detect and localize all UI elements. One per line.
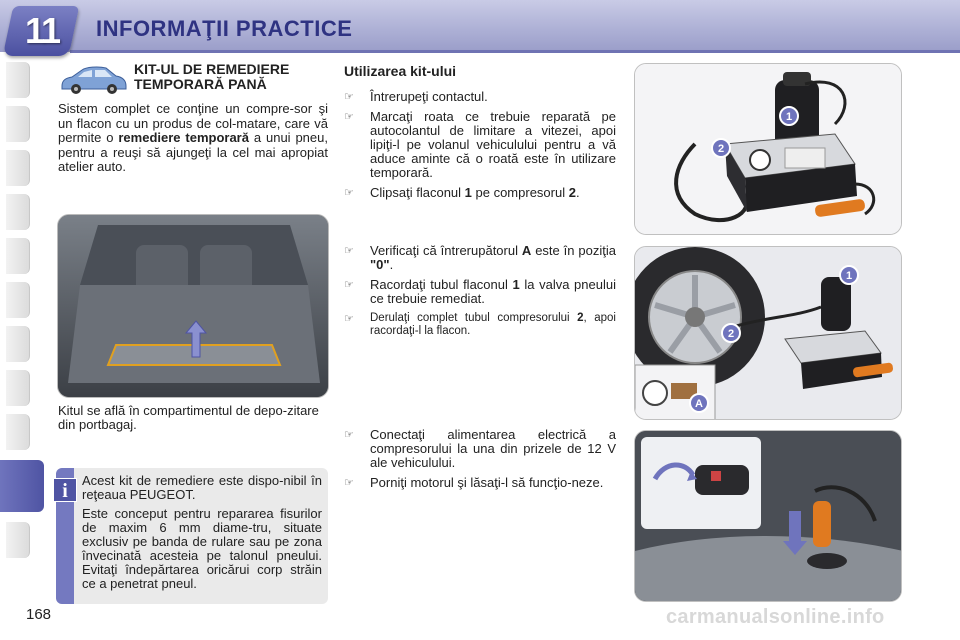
info-icon: i (53, 478, 77, 502)
section-title (134, 62, 330, 92)
info-paragraph: Este conceput pentru repararea fisurilor de maxim 6 mm diame-tru, situate exclusiv pe banda de rulare sau pe zona învecinată acesteia pe talonul pneului. Evitaţi îndepărtarea oricărui corp străin ce a penetrat pneul. (82, 506, 322, 591)
side-tab[interactable] (6, 282, 30, 318)
step-item (344, 278, 616, 306)
steps-group-1 (344, 90, 616, 206)
steps-group-3 (344, 428, 616, 496)
page-title: INFORMAŢII PRACTICE (96, 16, 353, 41)
hand-bullet-icon: ☞ (344, 477, 354, 489)
step-item (344, 90, 616, 104)
step-item (344, 476, 616, 490)
page-number: 168 (26, 606, 52, 623)
step-item (344, 186, 616, 200)
usage-title: Utilizarea kit-ului (344, 63, 457, 79)
side-tab[interactable] (6, 106, 30, 142)
hand-bullet-icon: ☞ (344, 91, 354, 103)
compressor-kit-illustration (634, 63, 902, 235)
step-text: Marcaţi roata ce trebuie reparată pe autocolantul de limitare a vitezei, apoi lipiţi-l pe volanul vehiculului pentru a vă aduce aminte că o roată este în utilizare temporară. (370, 109, 616, 180)
trunk-illustration (57, 214, 329, 398)
side-tab[interactable] (6, 150, 30, 186)
step-text: Racordaţi tubul flaconul 1 la valva pneului ce trebuie remediat. (370, 277, 616, 306)
side-tab[interactable] (6, 62, 30, 98)
info-paragraph: Acest kit de remediere este dispo-nibil în reţeaua PEUGEOT. (82, 473, 322, 502)
trunk-caption: Kitul se află în compartimentul de depo-zitare din portbagaj. (58, 403, 319, 432)
power-socket-illustration (634, 430, 902, 602)
header-underline (70, 50, 960, 53)
side-tab[interactable] (6, 238, 30, 274)
side-tab-active[interactable] (0, 460, 44, 512)
step-item (344, 428, 616, 470)
side-tab[interactable] (6, 522, 30, 558)
step-text: Clipsaţi flaconul 1 pe compresorul 2. (370, 185, 580, 200)
watermark: carmanualsonline.info (666, 606, 885, 628)
step-item (344, 110, 616, 180)
side-tab[interactable] (6, 414, 30, 450)
step-item (344, 312, 616, 338)
svg-text:1: 1 (845, 270, 853, 282)
hand-bullet-icon: ☞ (344, 111, 354, 123)
steps-group-2 (344, 244, 616, 344)
hand-bullet-icon: ☞ (344, 187, 354, 199)
intro-bold: remediere temporară (118, 130, 249, 145)
intro-text: Sistem complet ce conţine un compre-sor şi un flacon cu un produs de col-matare, care vă permite o (58, 101, 328, 145)
wheel-connection-illustration (634, 246, 902, 420)
side-tab[interactable] (6, 194, 30, 230)
hand-bullet-icon: ☞ (344, 279, 354, 291)
step-text: Derulaţi complet tubul compresorului 2, apoi racordaţi-l la flacon. (370, 312, 616, 337)
chapter-number: 11 (24, 10, 60, 51)
hand-bullet-icon: ☞ (344, 313, 354, 325)
step-item (344, 244, 616, 272)
step-text: Verificaţi că întrerupătorul A este în poziţia "0". (370, 243, 616, 272)
car-icon (58, 62, 128, 96)
intro-text-end: a unui pneu, pentru a reuşi să ajungeţi la cel mai apropiat atelier auto. (58, 130, 328, 174)
step-text: Întrerupeţi contactul. (370, 89, 488, 104)
info-text (82, 474, 322, 596)
hand-bullet-icon: ☞ (344, 429, 354, 441)
step-text: Porniţi motorul şi lăsaţi-l să funcţio-neze. (370, 475, 604, 490)
section-title-line1: KIT-UL DE REMEDIERE (134, 61, 290, 77)
side-tab[interactable] (6, 370, 30, 406)
section-title-line2: TEMPORARĂ PANĂ (134, 76, 267, 92)
svg-text:2: 2 (717, 143, 725, 155)
svg-text:1: 1 (785, 111, 793, 123)
step-text: Conectaţi alimentarea electrică a compresorului la una din prizele de 12 V ale vehiculului. (370, 427, 616, 470)
side-tab[interactable] (6, 326, 30, 362)
chapter-side-tabs (0, 62, 30, 582)
svg-text:2: 2 (727, 328, 735, 340)
svg-text:A: A (695, 398, 703, 410)
intro-paragraph (58, 102, 328, 175)
hand-bullet-icon: ☞ (344, 245, 354, 257)
